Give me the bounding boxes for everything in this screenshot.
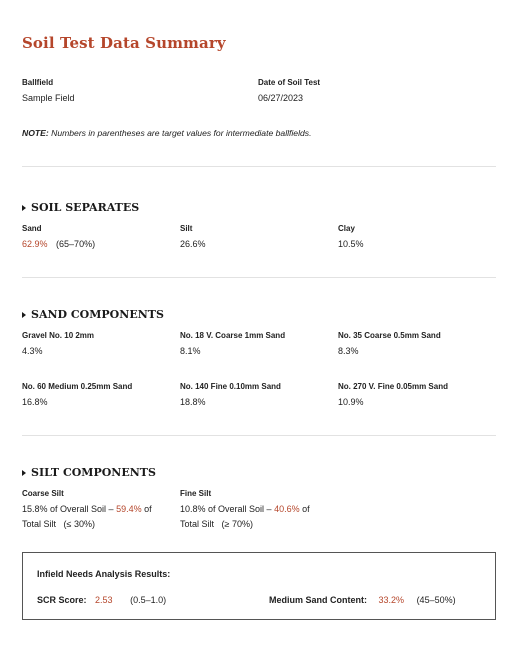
msc-label: Medium Sand Content:	[269, 595, 367, 605]
sand-component-label: Gravel No. 10 2mm	[22, 331, 95, 340]
clay-label: Clay	[338, 224, 355, 233]
sand-value: 62.9%	[22, 239, 48, 249]
coarse-silt-percent: 59.4%	[116, 504, 142, 514]
sand-component-value: 8.3%	[338, 346, 359, 356]
sand-value-row	[22, 239, 95, 249]
fine-silt-text-b: of	[299, 504, 310, 514]
sand-components-title: SAND COMPONENTS	[31, 308, 164, 321]
coarse-silt-target: Total Silt (≤ 30%)	[22, 519, 95, 529]
fine-silt-target: Total Silt (≥ 70%)	[180, 519, 253, 529]
note	[22, 128, 311, 138]
divider	[22, 166, 496, 167]
silt-value: 26.6%	[180, 239, 206, 249]
msc-row	[269, 595, 456, 605]
caret-right-icon	[22, 312, 26, 318]
coarse-silt-text-b: of	[141, 504, 152, 514]
scr-value: 2.53	[95, 595, 113, 605]
msc-target: (45–50%)	[416, 595, 456, 605]
clay-value: 10.5%	[338, 239, 364, 249]
note-label: NOTE:	[22, 128, 49, 138]
sand-component-value: 18.8%	[180, 397, 206, 407]
caret-right-icon	[22, 470, 26, 476]
date-value: 06/27/2023	[258, 93, 304, 103]
date-label: Date of Soil Test	[258, 78, 321, 87]
sand-component-value: 8.1%	[180, 346, 201, 356]
coarse-silt-text	[22, 502, 172, 532]
sand-component-label: No. 18 V. Coarse 1mm Sand	[180, 331, 286, 340]
scr-label: SCR Score:	[37, 595, 87, 605]
sand-component-value: 4.3%	[22, 346, 43, 356]
sand-components-heading[interactable]	[22, 308, 164, 321]
coarse-silt-text-a: 15.8% of Overall Soil –	[22, 504, 117, 514]
msc-value: 33.2%	[378, 595, 405, 605]
results-heading: Infield Needs Analysis Results:	[37, 569, 171, 579]
scr-target: (0.5–1.0)	[130, 595, 167, 605]
coarse-silt-label: Coarse Silt	[22, 489, 64, 498]
sand-component-label: No. 35 Coarse 0.5mm Sand	[338, 331, 441, 340]
results-box	[22, 552, 496, 620]
sand-component-value: 16.8%	[22, 397, 48, 407]
silt-components-title: SILT COMPONENTS	[31, 466, 156, 479]
fine-silt-text-a: 10.8% of Overall Soil –	[180, 504, 275, 514]
soil-separates-title: SOIL SEPARATES	[31, 201, 140, 214]
divider	[22, 435, 496, 436]
page-title: Soil Test Data Summary	[22, 34, 226, 52]
sand-component-label: No. 140 Fine 0.10mm Sand	[180, 382, 281, 391]
ballfield-label: Ballfield	[22, 78, 54, 87]
ballfield-value: Sample Field	[22, 93, 75, 103]
fine-silt-percent: 40.6%	[274, 504, 300, 514]
fine-silt-text	[180, 502, 330, 532]
sand-component-value: 10.9%	[338, 397, 364, 407]
sand-component-label: No. 270 V. Fine 0.05mm Sand	[338, 382, 448, 391]
divider	[22, 277, 496, 278]
caret-right-icon	[22, 205, 26, 211]
scr-row	[37, 595, 166, 605]
silt-components-heading[interactable]	[22, 466, 156, 479]
sand-target: (65–70%)	[56, 239, 96, 249]
soil-separates-heading[interactable]	[22, 201, 139, 214]
sand-label: Sand	[22, 224, 42, 233]
note-text: Numbers in parentheses are target values for intermediate ballfields.	[48, 128, 312, 138]
silt-label: Silt	[180, 224, 193, 233]
sand-component-label: No. 60 Medium 0.25mm Sand	[22, 382, 133, 391]
fine-silt-label: Fine Silt	[180, 489, 212, 498]
